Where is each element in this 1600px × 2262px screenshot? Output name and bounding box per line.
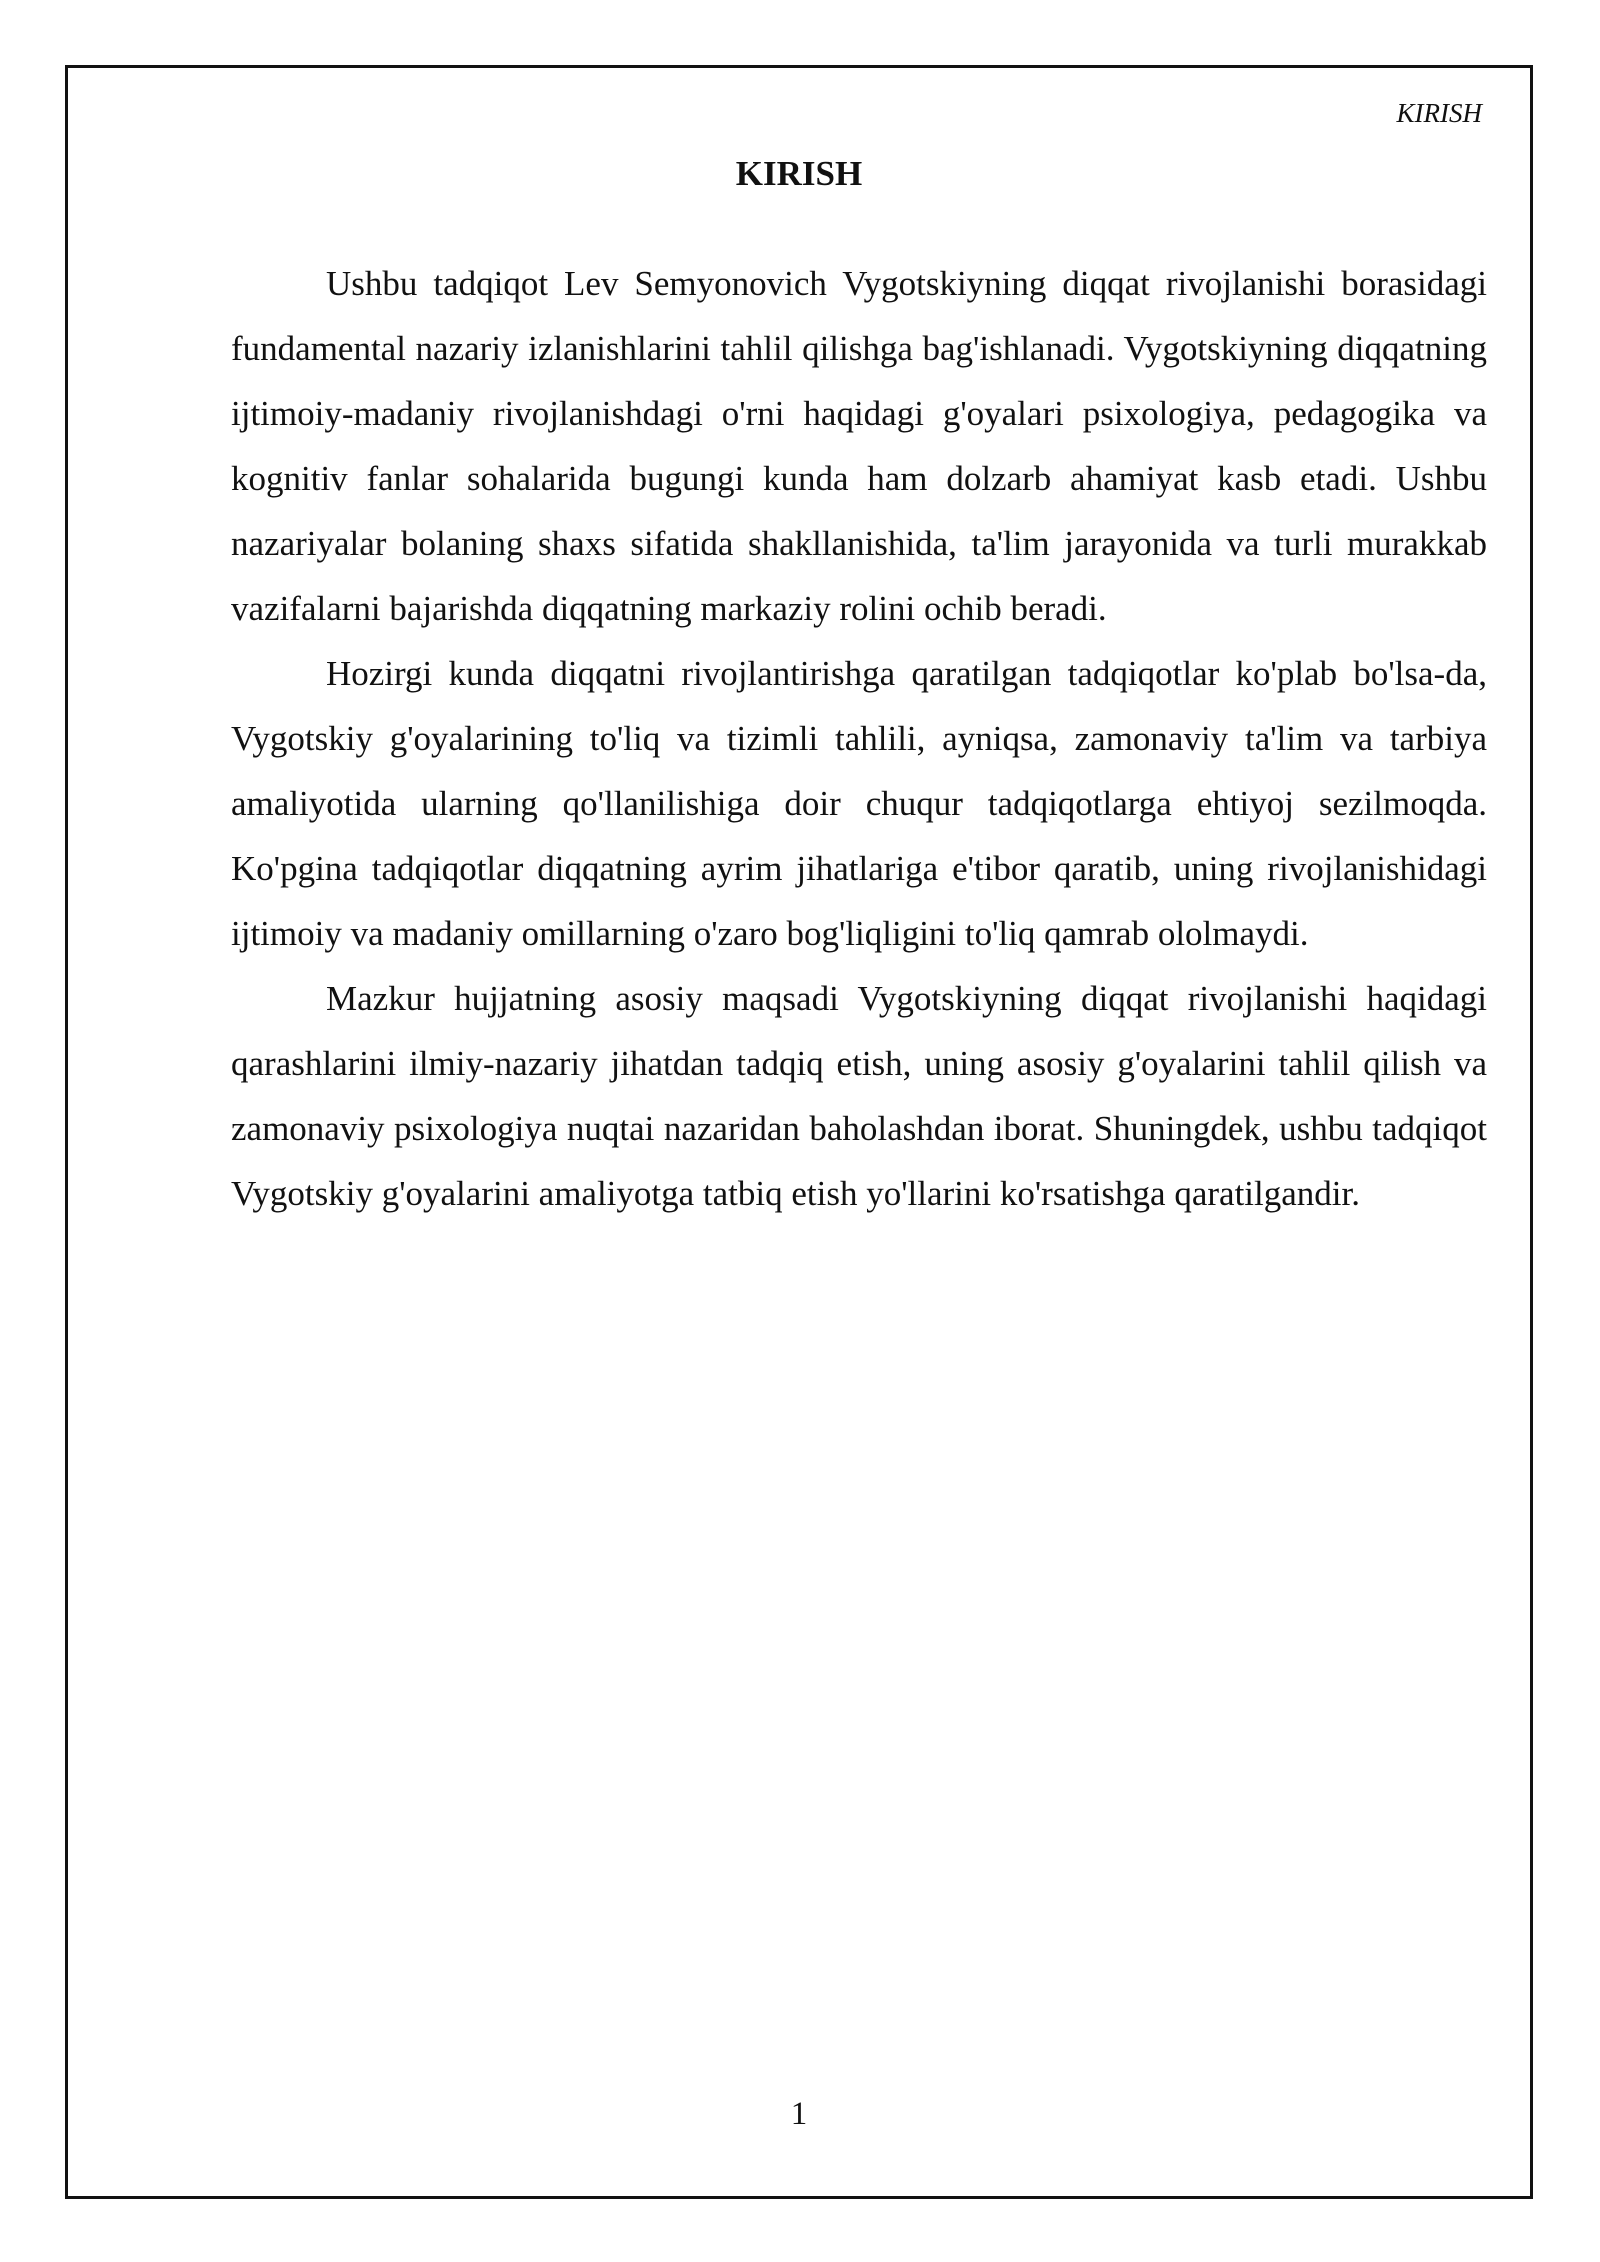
body-text — [231, 251, 1487, 1226]
page-frame — [65, 65, 1533, 2199]
chapter-title: KIRISH — [735, 154, 863, 193]
paragraph-2: Hozirgi kunda diqqatni rivojlantirishga qaratilgan tadqiqotlar ko'plab bo'lsa-da, Vygotskiy g'oyalarining to'liq va tizimli tahlili, ayniqsa, zamonaviy ta'lim va tarbiya amaliyotida ularning qo'llanilishiga doir chuqur tadqiqotlarga ehtiyoj sezilmoqda. Ko'pgina tadqiqotlar diqqatning ayrim jihatlariga e'tibor qaratib, uning rivojlanishidagi ijtimoiy va madaniy omillarning o'zaro bog'liqligini to'liq qamrab ololmaydi. — [231, 654, 1487, 953]
paragraph-1: Ushbu tadqiqot Lev Semyonovich Vygotskiyning diqqat rivojlanishi borasidagi fundamental nazariy izlanishlarini tahlil qilishga bag'ishlanadi. Vygotskiyning diqqatning ijtimoiy-madaniy rivojlanishdagi o'rni haqidagi g'oyalari psixologiya, pedagogika va kognitiv fanlar sohalarida bugungi kunda ham dolzarb ahamiyat kasb etadi. Ushbu nazariyalar bolaning shaxs sifatida shakllanishida, ta'lim jarayonida va turli murakkab vazifalarni bajarishda diqqatning markaziy rolini ochib beradi. — [231, 264, 1487, 628]
paragraph-3: Mazkur hujjatning asosiy maqsadi Vygotskiyning diqqat rivojlanishi haqidagi qarashlarini ilmiy-nazariy jihatdan tadqiq etish, uning asosiy g'oyalarini tahlil qilish va zamonaviy psixologiya nuqtai nazaridan baholashdan iborat. Shuningdek, ushbu tadqiqot Vygotskiy g'oyalarini amaliyotga tatbiq etish yo'llarini ko'rsatishga qaratilgandir. — [231, 979, 1487, 1213]
page-number: 1 — [790, 2096, 808, 2132]
running-header: KIRISH — [1396, 98, 1482, 128]
